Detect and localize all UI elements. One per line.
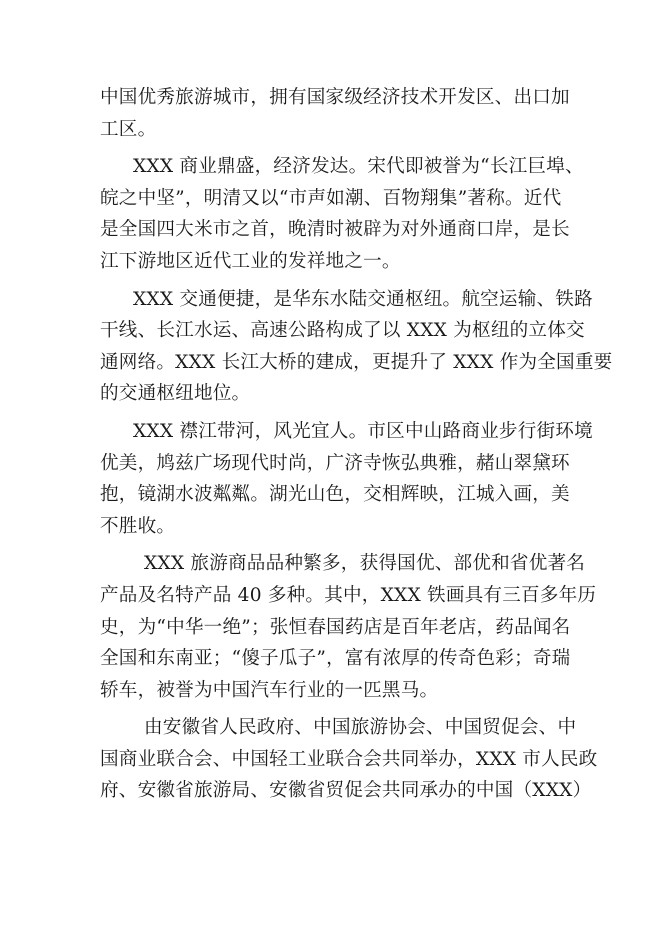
text-line: 全国和东南亚；“傻子瓜子”，富有浓厚的传奇色彩；奇瑞 xyxy=(100,648,571,670)
text-line: 通网络。XXX 长江大桥的建成，更提升了 XXX 作为全国重要 xyxy=(100,351,613,373)
text-line: 产品及名特产品 40 多种。其中，XXX 铁画具有三百多年历 xyxy=(100,584,597,606)
text-line: 优美，鸠兹广场现代时尚，广济寺恢弘典雅，赭山翠黛环 xyxy=(100,452,570,474)
paragraph-products xyxy=(100,548,597,706)
text-line: 的交通枢纽地位。 xyxy=(100,383,251,405)
text-line: 府、安徽省旅游局、安徽省贸促会共同承办的中国（XXX） xyxy=(100,780,592,802)
text-line: XXX 旅游商品品种繁多，获得国优、部优和省优著名 xyxy=(144,553,586,575)
text-line: 中国优秀旅游城市，拥有国家级经济技术开发区、出口加 xyxy=(100,87,570,108)
text-line: XXX 商业鼎盛，经济发达。宋代即被誉为“长江巨埠、 xyxy=(133,156,584,178)
text-line: 由安徽省人民政府、中国旅游协会、中国贸促会、中 xyxy=(144,717,577,739)
paragraph-scenery xyxy=(100,416,593,542)
paragraph-city-intro xyxy=(100,82,570,145)
text-line: XXX 交通便捷，是华东水陆交通枢纽。航空运输、铁路 xyxy=(133,288,593,310)
text-line: 轿车，被誉为中国汽车行业的一匹黑马。 xyxy=(100,679,439,701)
text-line: 抱，镜湖水波粼粼。湖光山色，交相辉映，江城入画，美 xyxy=(100,484,570,506)
text-line: 干线、长江水运、高速公路构成了以 XXX 为枢纽的立体交 xyxy=(100,320,585,342)
text-line: 工区。 xyxy=(100,118,157,140)
paragraph-organizers xyxy=(100,712,598,807)
text-line: 皖之中坚”，明清又以“市声如潮、百物翔集”著称。近代 xyxy=(100,187,562,209)
text-line: 史，为“中华一绝”；张恒春国药店是百年老店，药品闻名 xyxy=(100,616,571,638)
paragraph-commerce xyxy=(100,151,584,277)
text-line: 是全国四大米市之首，晚清时被辟为对外通商口岸，是长 xyxy=(100,219,570,241)
text-line: 不胜收。 xyxy=(100,515,176,537)
text-line: 江下游地区近代工业的发祥地之一。 xyxy=(100,250,401,272)
paragraph-transport xyxy=(100,284,613,410)
text-line: 国商业联合会、中国轻工业联合会共同举办，XXX 市人民政 xyxy=(100,748,598,770)
text-line: XXX 襟江带河，风光宜人。市区中山路商业步行街环境 xyxy=(133,420,593,442)
document-body xyxy=(100,82,613,807)
